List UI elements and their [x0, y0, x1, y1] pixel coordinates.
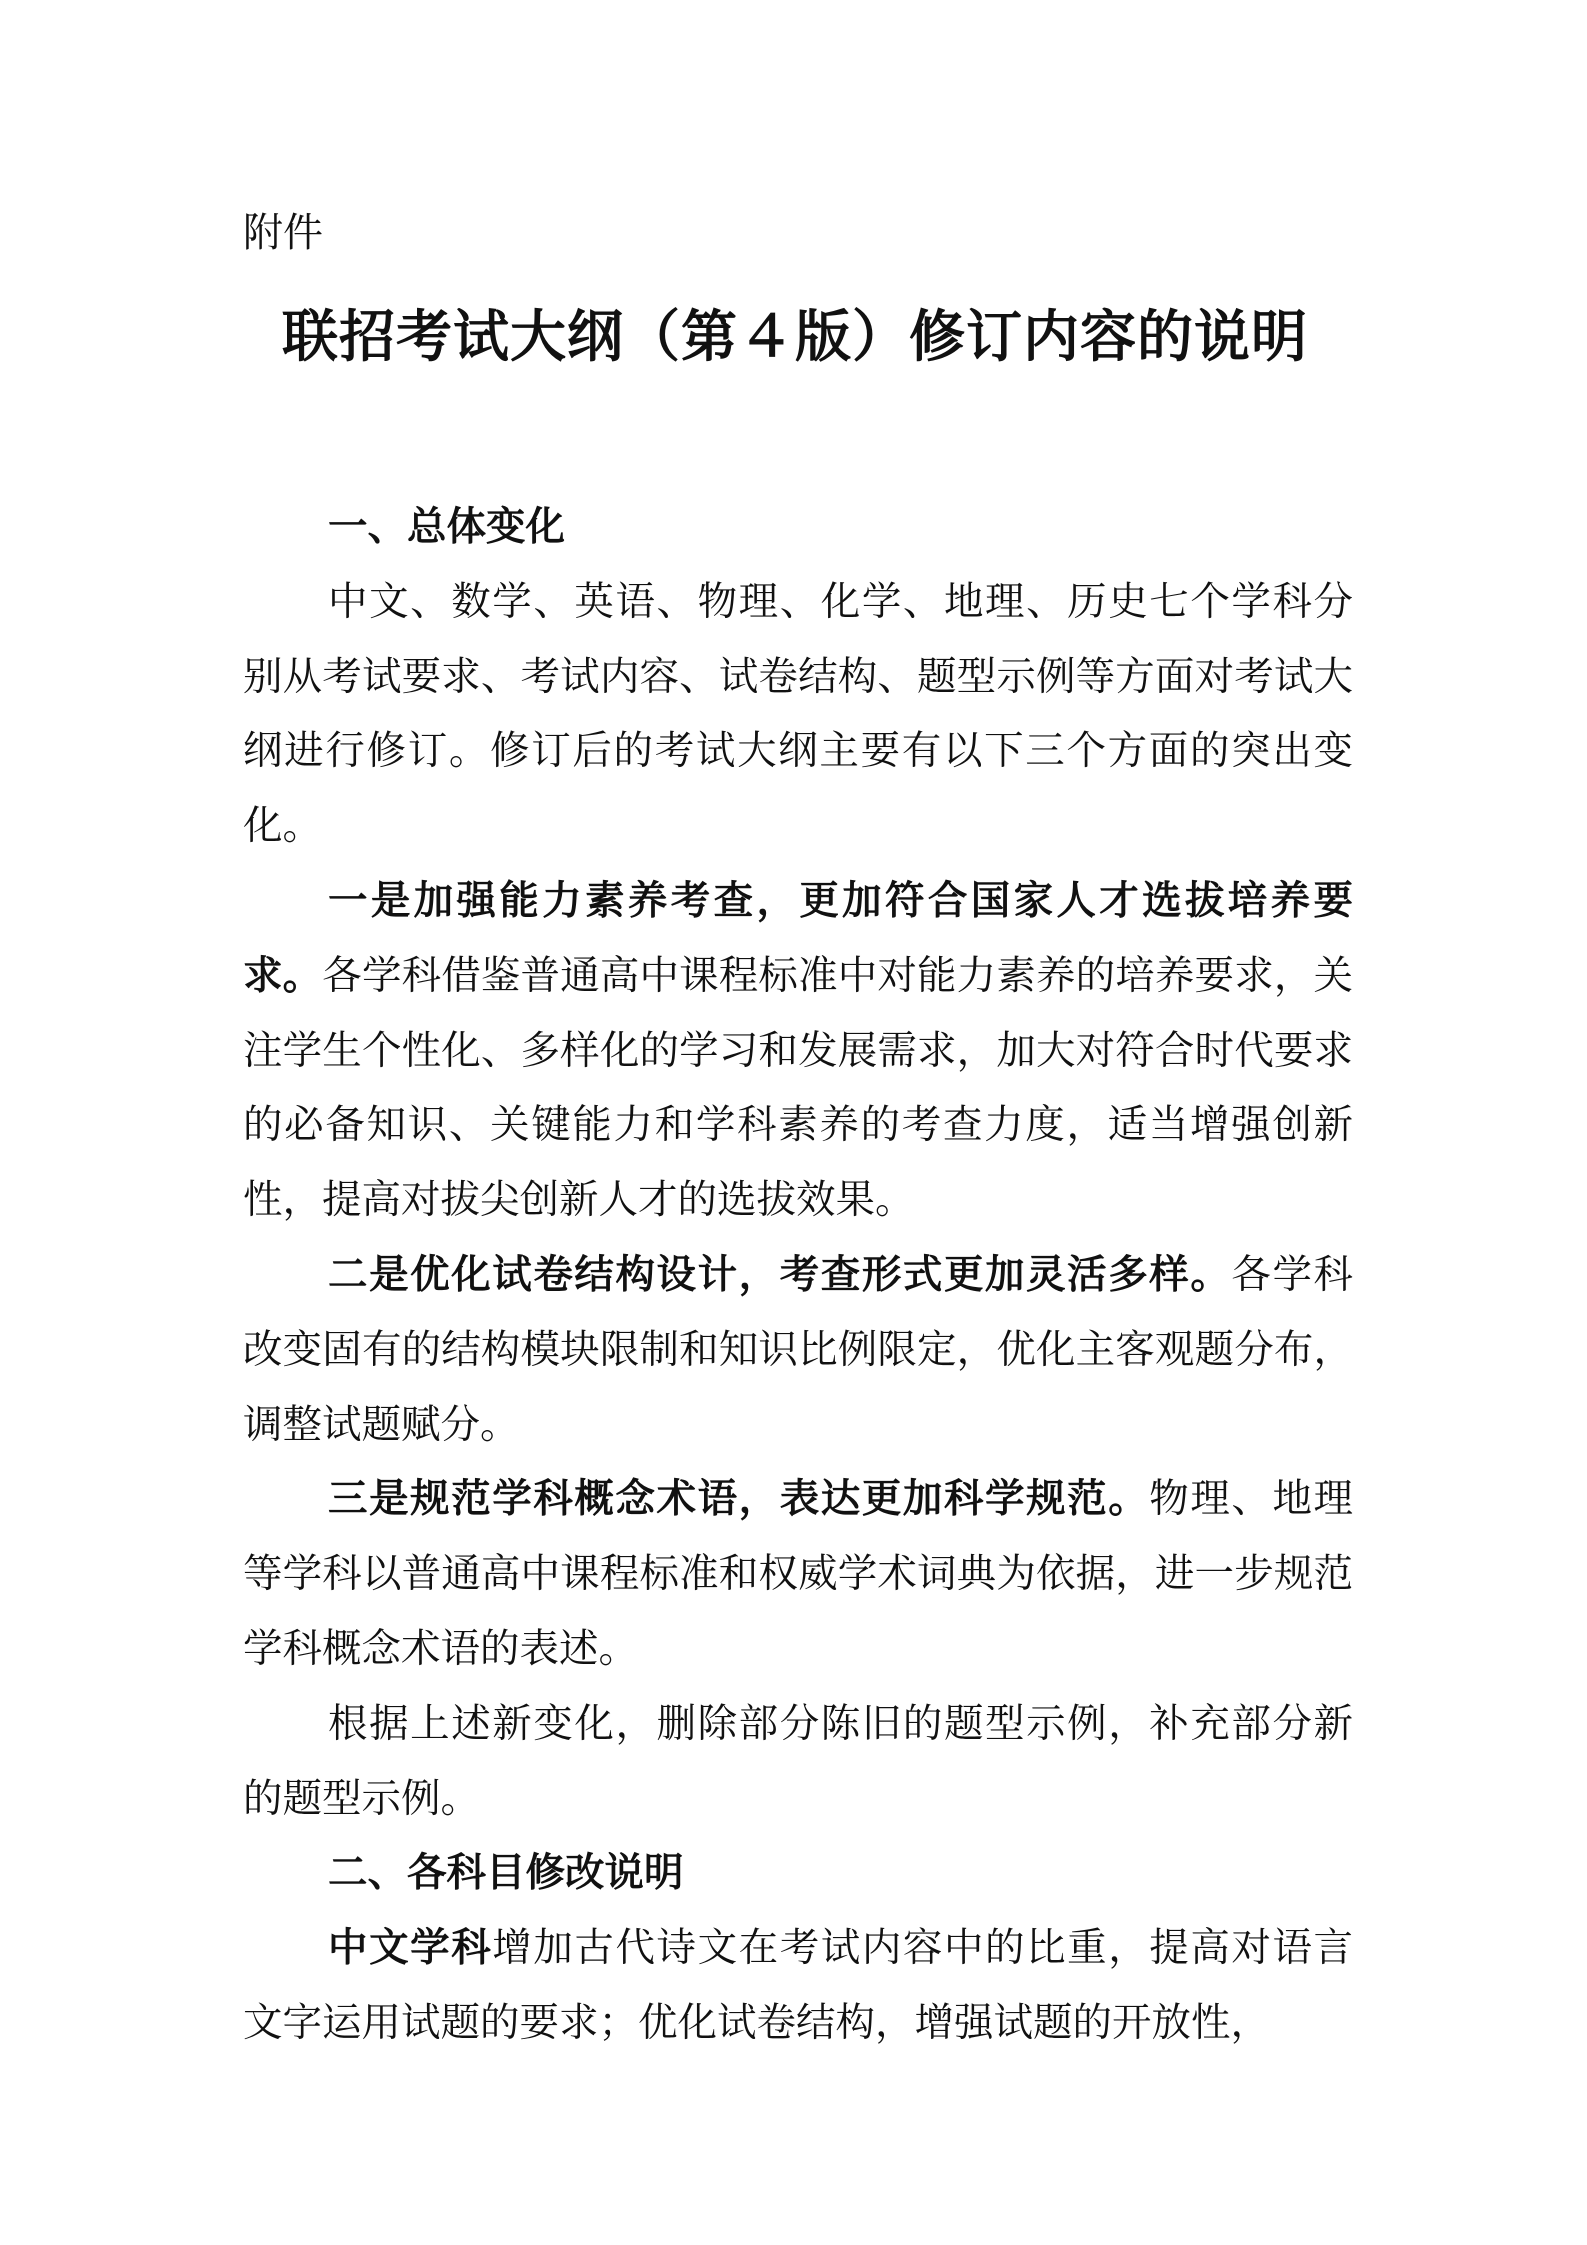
paragraph-change-one [243, 864, 1353, 1238]
section-heading-overall-changes: 一、总体变化 [328, 504, 565, 550]
paragraph-change-two [243, 1238, 1353, 1462]
paragraph-text: 中文、数学、英语、物理、化学、地理、历史七个学科分别从考试要求、考试内容、试卷结构、题型示例等方面对考试大纲进行修订。修订后的考试大纲主要有以下三个方面的突出变化。 [243, 578, 1353, 850]
paragraph-lead: 一是加强能力素养考查，更加符合国家人才选拔培养要求。 [243, 877, 1353, 999]
attachment-label: 附件 [243, 210, 323, 256]
document-body [243, 490, 1353, 2061]
paragraph-overview [243, 565, 1353, 864]
paragraph-examples-update [243, 1687, 1353, 1837]
paragraph-change-three [243, 1462, 1353, 1686]
paragraph-chinese-subject [243, 1911, 1353, 2061]
paragraph-text: 根据上述新变化，删除部分陈旧的题型示例，补充部分新的题型示例。 [243, 1700, 1353, 1822]
paragraph-text: 各学科借鉴普通高中课程标准中对能力素养的培养要求，关注学生个性化、多样化的学习和发展需求，加大对符合时代要求的必备知识、关键能力和学科素养的考查力度，适当增强创新性，提高对拔尖创新人才的选拔效果。 [243, 952, 1354, 1224]
paragraph-text: 物理、地理等学科以普通高中课程标准和权威学术词典为依据，进一步规范学科概念术语的表述。 [243, 1476, 1353, 1672]
section-heading-subject-changes: 二、各科目修改说明 [328, 1850, 684, 1897]
paragraph-text: 各学科改变固有的结构模块限制和知识比例限定，优化主客观题分布，调整试题赋分。 [243, 1251, 1353, 1448]
paragraph-lead: 中文学科 [328, 1925, 493, 1972]
paragraph-text: 增加古代诗文在考试内容中的比重，提高对语言文字运用试题的要求；优化试卷结构，增强试题的开放性， [243, 1925, 1353, 2046]
document-title: 联招考试大纲（第４版）修订内容的说明 [282, 305, 1308, 370]
paragraph-lead: 三是规范学科概念术语，表达更加科学规范。 [328, 1476, 1150, 1523]
paragraph-lead: 二是优化试卷结构设计，考查形式更加灵活多样。 [328, 1251, 1232, 1298]
